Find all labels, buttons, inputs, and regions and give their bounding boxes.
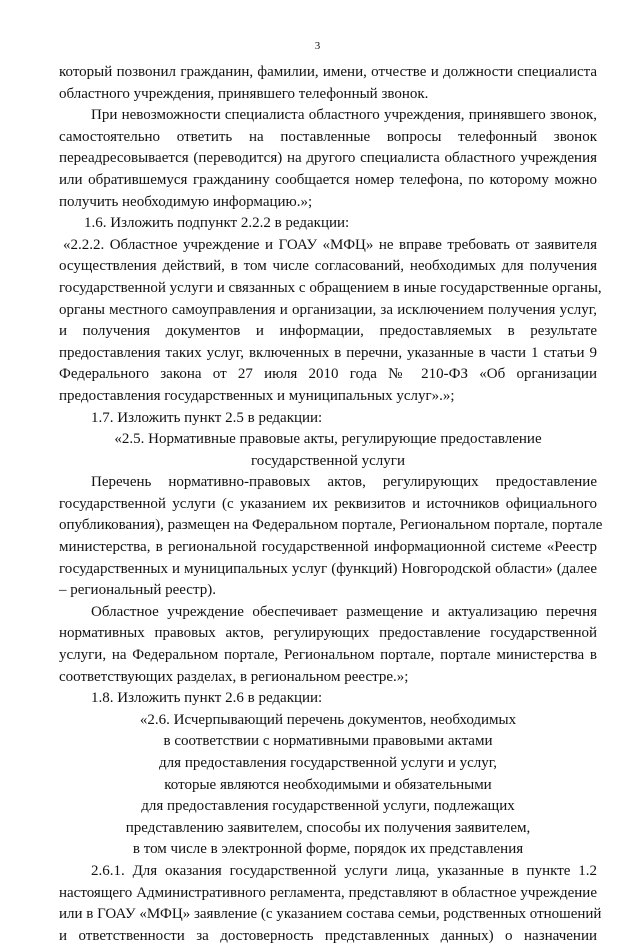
text-line: для предоставления государственной услуги и услуг, xyxy=(159,755,497,771)
text-line: органы местного самоуправления и организации, за исключением получения услуг, xyxy=(59,301,597,318)
text-line: и ответственности за достоверность представленных данных) о назначении xyxy=(59,927,597,944)
text-line: который позвонил гражданин, фамилии, имени, отчестве и должности специалиста xyxy=(59,64,597,80)
text-line: предоставления таких услуг, включенных в перечни, указанные в части 1 статьи 9 xyxy=(59,344,597,361)
text-line: 1.6. Изложить подпункт 2.2.2 в редакции: xyxy=(84,215,350,232)
text-line: в том числе в электронной форме, порядок их представления xyxy=(132,841,524,858)
text-line: 1.8. Изложить пункт 2.6 в редакции: xyxy=(91,690,323,707)
text-line: или обратившемуся гражданину сообщается номер телефона, по которому можно xyxy=(59,171,597,188)
text-line: самостоятельно ответить на поставленные вопросы телефонный звонок xyxy=(59,128,597,145)
text-line: и получения документов и информации, предоставляемых в результате xyxy=(59,323,597,340)
text-line: «2.5. Нормативные правовые акты, регулирующие предоставление xyxy=(114,431,542,448)
document-body xyxy=(59,62,603,947)
text-line: «2.6. Исчерпывающий перечень документов, необходимых xyxy=(139,711,517,728)
text-line: – региональный реестр). xyxy=(59,582,216,599)
text-line: государственной услуги xyxy=(251,452,405,469)
text-line: для предоставления государственной услуги, подлежащих xyxy=(141,798,515,815)
text-line: Перечень нормативно-правовых актов, регулирующих предоставление xyxy=(91,474,597,491)
text-line: настоящего Административного регламента, представляют в областное учреждение xyxy=(59,884,597,901)
text-line: При невозможности специалиста областного учреждения, принявшего звонок, xyxy=(91,107,597,124)
text-line: министерства, в региональной государственной информационной системе «Реестр xyxy=(59,539,597,556)
text-line: 2.6.1. Для оказания государственной услуги лица, указанные в пункте 1.2 xyxy=(91,862,597,879)
text-line: которые являются необходимыми и обязательными xyxy=(164,776,492,793)
text-line: или в ГОАУ «МФЦ» заявление (с указанием состава семьи, родственных отношений xyxy=(59,906,602,923)
text-line: Областное учреждение обеспечивает размещение и актуализацию перечня xyxy=(91,603,597,620)
page-number: 3 xyxy=(314,40,321,52)
text-line: услуги, на Федеральном портале, Региональном портале, портале министерства в xyxy=(59,647,597,664)
text-line: государственных и муниципальных услуг (функций) Новгородской области» (далее xyxy=(59,560,597,577)
text-line: государственной услуги (с указанием их реквизитов и источников официального xyxy=(59,495,597,512)
text-line: осуществления действий, в том числе согласований, необходимых для получения xyxy=(59,258,597,275)
text-line: представлению заявителем, способы их получения заявителем, xyxy=(125,819,531,836)
text-line: опубликования), размещен на Федеральном портале, Региональном портале, портале xyxy=(59,517,603,534)
text-line: Федерального закона от 27 июля 2010 года № 210-ФЗ «Об организации xyxy=(59,366,597,383)
text-line: предоставления государственных и муниципальных услуг».»; xyxy=(59,387,455,404)
text-line: нормативных правовых актов, регулирующих предоставление государственной xyxy=(59,625,597,642)
text-line: государственной услуги и связанных с обращением в иные государственные органы, xyxy=(59,279,602,296)
text-line: получить необходимую информацию.»; xyxy=(59,193,313,210)
text-line: 1.7. Изложить пункт 2.5 в редакции: xyxy=(91,409,323,426)
text-line: переадресовывается (переводится) на другого специалиста областного учреждения xyxy=(59,150,597,167)
text-line: областного учреждения, принявшего телефонный звонок. xyxy=(59,85,429,102)
text-line: «2.2.2. Областное учреждение и ГОАУ «МФЦ» не вправе требовать от заявителя xyxy=(63,236,597,253)
text-line: соответствующих разделах, в региональном реестре.»; xyxy=(59,668,409,685)
text-line: в соответствии с нормативными правовыми актами xyxy=(163,733,493,750)
